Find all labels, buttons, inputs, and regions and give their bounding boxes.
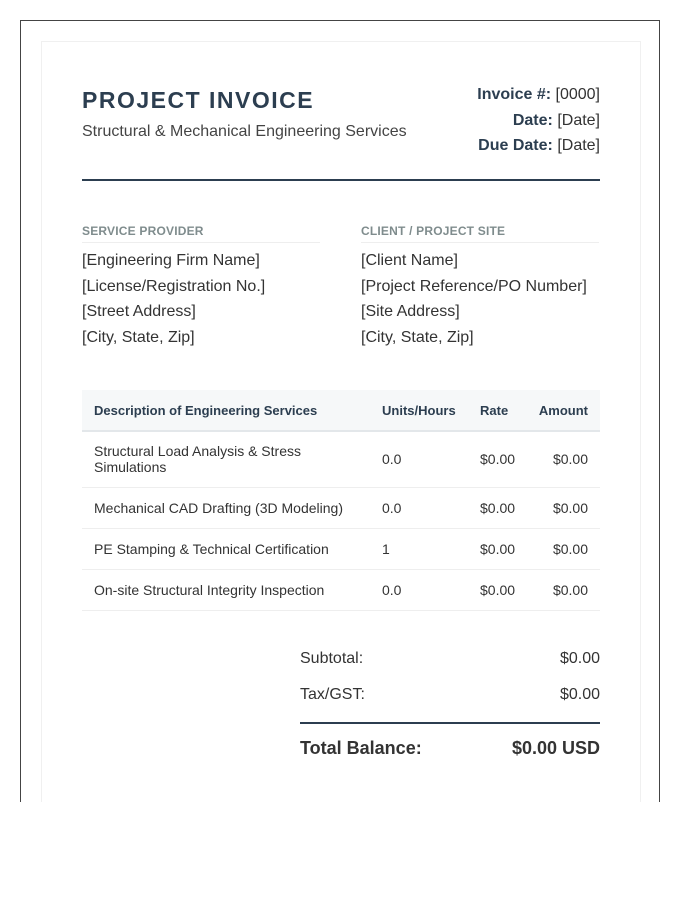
client-city: [City, State, Zip] <box>361 329 474 346</box>
row-4-units: 0.0 <box>382 582 402 598</box>
row-4-description: On-site Structural Integrity Inspection <box>94 582 325 598</box>
row-2-rate: $0.00 <box>480 500 516 516</box>
invoice-date <box>513 112 600 130</box>
row-3-rate: $0.00 <box>480 541 516 557</box>
invoice-number-label: Invoice #: <box>477 86 552 103</box>
tax-value: $0.00 <box>559 686 600 703</box>
client-project-reference: [Project Reference/PO Number] <box>361 278 587 295</box>
subtotal-label: Subtotal: <box>300 650 364 667</box>
invoice-due-date-value: [Date] <box>557 137 600 154</box>
header-amount: Amount <box>538 403 588 418</box>
invoice-due-date-label: Due Date: <box>478 137 553 154</box>
header-units: Units/Hours <box>382 403 456 418</box>
invoice-date-value: [Date] <box>557 112 600 129</box>
tax-label: Tax/GST: <box>300 686 365 703</box>
subtotal-value: $0.00 <box>559 650 600 667</box>
row-1-rate: $0.00 <box>480 451 516 467</box>
row-divider <box>82 569 600 570</box>
row-1-description: Structural Load Analysis & Stress Simulations <box>94 443 301 475</box>
provider-street: [Street Address] <box>82 303 196 320</box>
row-1-amount: $0.00 <box>552 451 588 467</box>
totals-divider <box>300 722 600 724</box>
invoice-number <box>477 86 600 104</box>
provider-firm-name: [Engineering Firm Name] <box>82 252 260 269</box>
invoice-number-value: [0000] <box>555 86 600 103</box>
row-1-units: 0.0 <box>382 451 402 467</box>
row-3-units: 1 <box>382 541 390 557</box>
invoice-due-date <box>478 137 600 155</box>
row-3-description: PE Stamping & Technical Certification <box>94 541 329 557</box>
service-provider-label: SERVICE PROVIDER <box>82 224 320 243</box>
row-divider <box>82 528 600 529</box>
header-description: Description of Engineering Services <box>94 403 318 418</box>
row-divider <box>82 487 600 488</box>
client-name: [Client Name] <box>361 252 458 269</box>
total-balance-label: Total Balance: <box>300 738 422 758</box>
provider-license: [License/Registration No.] <box>82 278 266 295</box>
row-2-description: Mechanical CAD Drafting (3D Modeling) <box>94 500 343 516</box>
row-3-amount: $0.00 <box>552 541 588 557</box>
row-2-amount: $0.00 <box>552 500 588 516</box>
header-rate: Rate <box>480 403 509 418</box>
row-4-amount: $0.00 <box>552 582 588 598</box>
invoice-title: PROJECT INVOICE <box>82 87 315 113</box>
client-label: CLIENT / PROJECT SITE <box>361 224 599 243</box>
provider-city: [City, State, Zip] <box>82 329 195 346</box>
client-site-address: [Site Address] <box>361 303 460 320</box>
invoice-subtitle: Structural & Mechanical Engineering Services <box>82 123 407 140</box>
row-2-units: 0.0 <box>382 500 402 516</box>
row-4-rate: $0.00 <box>480 582 516 598</box>
row-divider <box>82 610 600 611</box>
header-divider <box>82 179 600 181</box>
total-balance-value: $0.00 USD <box>511 738 600 758</box>
invoice-date-label: Date: <box>512 112 553 129</box>
